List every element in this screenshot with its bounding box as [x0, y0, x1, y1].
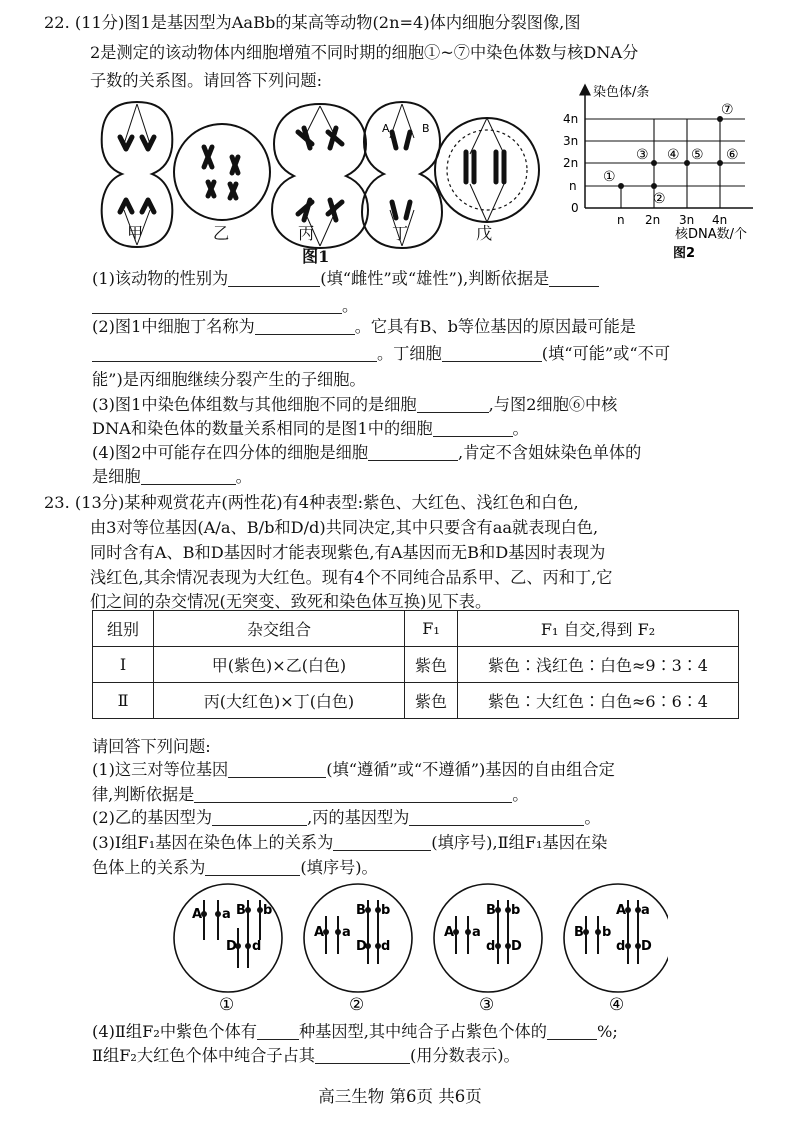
gene-a: a	[472, 925, 481, 940]
q23-s1-cont: 律,判断依据是 。	[92, 785, 529, 804]
gene-B: B	[236, 903, 246, 918]
q22-s2: (2)图1中细胞丁名称为 。它具有B、b等位基因的原因最可能是	[92, 317, 636, 336]
table-cell: Ⅱ	[93, 683, 154, 719]
figure-1-caption: 图1	[302, 247, 330, 266]
gene-A: A	[192, 907, 203, 922]
cell-label-yi: 乙	[213, 224, 230, 243]
ytick-3n: 3n	[563, 134, 579, 148]
diagram-label-3: ③	[479, 995, 495, 1015]
point-label-1: ①	[603, 169, 616, 185]
table-cell: 紫色	[405, 647, 458, 683]
point-2	[651, 183, 657, 189]
cell-bing	[272, 104, 368, 248]
gene-b: b	[511, 903, 521, 918]
gene-b: b	[602, 925, 612, 940]
q22-s3: (3)图1中染色体组数与其他细胞不同的是细胞 ,与图2细胞⑥中核	[92, 395, 618, 414]
point-4	[684, 160, 690, 166]
cell-wu	[435, 118, 539, 222]
xtick-2n: 2n	[645, 213, 661, 227]
xtick-4n: 4n	[712, 213, 728, 227]
q22-line2: 2是测定的该动物体内细胞增殖不同时期的细胞①~⑦中染色体数与核DNA分	[90, 43, 639, 62]
gene-a: a	[222, 907, 231, 922]
gene-d: d	[616, 939, 626, 954]
point-label-2: ②	[653, 191, 666, 207]
gene-b: b	[381, 903, 391, 918]
gene-D: D	[226, 939, 237, 954]
gene-B: B	[486, 903, 496, 918]
gene-A: A	[616, 903, 627, 918]
table-header: 组别	[93, 611, 154, 647]
diagram-label-1: ①	[219, 995, 235, 1015]
gene-d: d	[381, 939, 391, 954]
table-header-row	[93, 611, 739, 647]
gene-D: D	[641, 939, 652, 954]
gene-B: B	[574, 925, 584, 940]
figure-2-caption: 图2	[673, 246, 696, 261]
q22-s4-cont: 是细胞 。	[92, 467, 252, 486]
x-axis-label: 核DNA数/个	[675, 227, 748, 242]
point-5-6	[717, 160, 723, 166]
diagram-label-4: ④	[609, 995, 625, 1015]
y-axis-label: 染色体/条	[593, 85, 650, 100]
q22-s1: (1)该动物的性别为 (填“雌性”或“雄性”),判断依据是	[92, 266, 800, 291]
q23-s3: (3)Ⅰ组F₁基因在染色体上的关系为 (填序号),Ⅱ组F₁基因在染	[92, 833, 608, 852]
cell-label-jia: 甲	[127, 224, 144, 243]
point-label-6: ⑥	[726, 147, 739, 163]
gene-label-a: A	[382, 122, 390, 135]
gene-A: A	[444, 925, 455, 940]
table-cell: Ⅰ	[93, 647, 154, 683]
gene-B: B	[356, 903, 366, 918]
table-cell: 紫色∶大红色∶白色≈6∶6∶4	[458, 683, 739, 719]
xtick-n: n	[617, 213, 625, 227]
gene-d: d	[252, 939, 262, 954]
ytick-n: n	[569, 179, 577, 193]
gene-D: D	[356, 939, 367, 954]
table-header: 杂交组合	[154, 611, 405, 647]
point-3	[651, 160, 657, 166]
gene-A: A	[314, 925, 325, 940]
cell-label-wu: 戊	[476, 224, 493, 243]
gene-label-b: B	[422, 122, 430, 135]
gene-diagrams	[168, 876, 668, 1016]
point-label-5: ⑤	[691, 147, 704, 163]
cell-label-bing: 丙	[298, 224, 315, 243]
gene-a: a	[342, 925, 351, 940]
diagram-label-2: ②	[349, 995, 365, 1015]
ytick-0: 0	[571, 201, 579, 215]
gene-b: b	[263, 903, 273, 918]
q22-s2-end: 能”)是丙细胞继续分裂产生的子细胞。	[92, 370, 366, 389]
point-label-7: ⑦	[721, 102, 734, 118]
table-header: F₁ 自交,得到 F₂	[458, 611, 739, 647]
q23-line4: 浅红色,其余情况表现为大红色。现有4个不同纯合品系甲、乙、丙和丁,它	[90, 568, 613, 587]
q22-s1-cont: 。	[92, 293, 800, 318]
gene-d: d	[486, 939, 496, 954]
q23-s1: (1)这三对等位基因 (填“遵循”或“不遵循”)基因的自由组合定	[92, 760, 615, 779]
q22-s2-cont: 。丁细胞 (填“可能”或“不可	[92, 341, 800, 366]
point-1	[618, 183, 624, 189]
table-cell: 甲(紫色)×乙(白色)	[154, 647, 405, 683]
q22-s3-cont: DNA和染色体的数量关系相同的是图1中的细胞 。	[92, 419, 529, 438]
table-cell: 丙(大红色)×丁(白色)	[154, 683, 405, 719]
ytick-2n: 2n	[563, 156, 579, 170]
cell-label-ding: 丁	[392, 224, 409, 243]
q22-line3: 子数的关系图。请回答下列问题:	[90, 71, 323, 90]
cross-table	[92, 610, 739, 719]
ytick-4n: 4n	[563, 112, 579, 126]
table-header: F₁	[405, 611, 458, 647]
figure-2-chart	[555, 82, 770, 264]
q23-s3-cont: 色体上的关系为 (填序号)。	[92, 858, 378, 877]
q23-line3: 同时含有A、B和D基因时才能表现紫色,有A基因而无B和D基因时表现为	[90, 543, 606, 562]
q23-line1: 23. (13分)某种观赏花卉(两性花)有4种表型:紫色、大红色、浅红色和白色,	[44, 493, 579, 512]
cell-yi	[174, 124, 270, 220]
figure-1	[92, 92, 542, 262]
q23-s4: (4)Ⅱ组F₂中紫色个体有 种基因型,其中纯合子占紫色个体的 %;	[92, 1022, 618, 1041]
point-label-4: ④	[667, 147, 680, 163]
gene-D: D	[511, 939, 522, 954]
q22-s4: (4)图2中可能存在四分体的细胞是细胞 ,肯定不含姐妹染色单体的	[92, 443, 642, 462]
page-footer: 高三生物 第6页 共6页	[318, 1087, 482, 1106]
q23-s4-cont: Ⅱ组F₂大红色个体中纯合子占其 (用分数表示)。	[92, 1046, 520, 1065]
q23-intro: 请回答下列问题:	[92, 737, 211, 756]
table-cell: 紫色∶浅红色∶白色≈9∶3∶4	[458, 647, 739, 683]
table-cell: 紫色	[405, 683, 458, 719]
q23-line2: 由3对等位基因(A/a、B/b和D/d)共同决定,其中只要含有aa就表现白色,	[90, 518, 599, 537]
q23-line5: 们之间的杂交情况(无突变、致死和染色体互换)见下表。	[90, 592, 492, 611]
table-row	[93, 647, 739, 683]
point-label-3: ③	[636, 147, 649, 163]
gene-a: a	[641, 903, 650, 918]
table-row	[93, 683, 739, 719]
q23-s2: (2)乙的基因型为 ,丙的基因型为 。	[92, 808, 601, 827]
xtick-3n: 3n	[679, 213, 695, 227]
q22-line1: 22. (11分)图1是基因型为AaBb的某高等动物(2n=4)体内细胞分裂图像,图	[44, 13, 581, 32]
